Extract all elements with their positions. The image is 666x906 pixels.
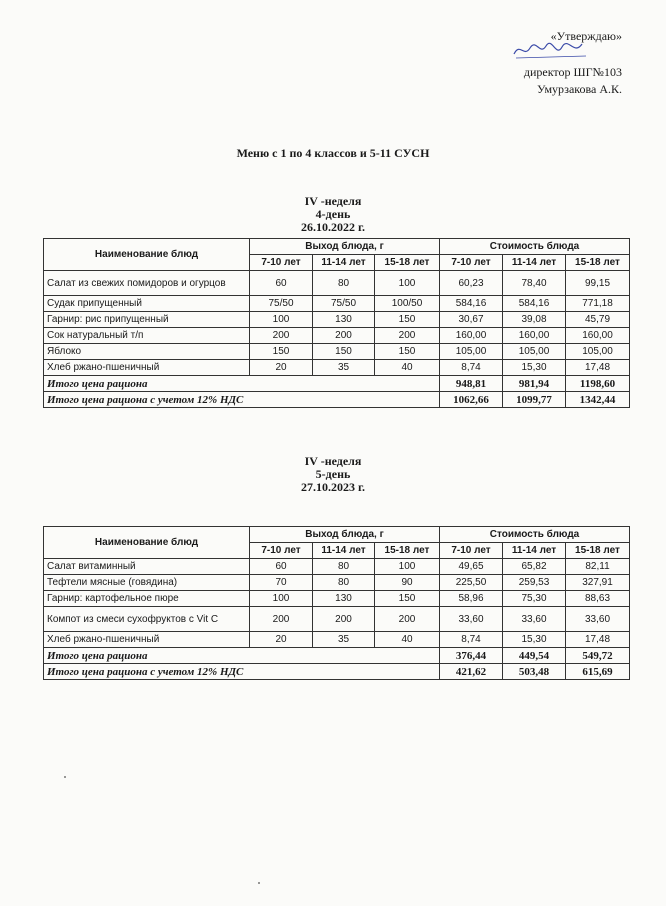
yield-cell: 200 xyxy=(313,607,375,632)
yield-cell: 150 xyxy=(375,312,440,328)
col-dish-header: Наименование блюд xyxy=(44,239,250,271)
cost-cell: 58,96 xyxy=(440,591,503,607)
menu-table xyxy=(43,526,630,680)
total-vat-label: Итого цена рациона с учетом 12% НДС xyxy=(44,664,440,680)
cost-cell: 45,79 xyxy=(566,312,630,328)
total-row xyxy=(44,376,630,392)
cost-cell: 8,74 xyxy=(440,632,503,648)
col-dish-header: Наименование блюд xyxy=(44,527,250,559)
total-vat-row xyxy=(44,392,630,408)
yield-cell: 200 xyxy=(375,607,440,632)
yield-cell: 150 xyxy=(313,344,375,360)
yield-cell: 20 xyxy=(250,632,313,648)
yield-cell: 200 xyxy=(250,607,313,632)
yield-cell: 35 xyxy=(313,632,375,648)
cost-cell: 105,00 xyxy=(566,344,630,360)
day-label: 5-день xyxy=(315,467,351,481)
director-position: директор ШГ№103 xyxy=(523,65,622,79)
dish-name: Гарнир: рис припущенный xyxy=(44,312,250,328)
yield-cell: 75/50 xyxy=(250,296,313,312)
total-vat-row xyxy=(44,664,630,680)
menu-table xyxy=(43,238,630,408)
col-age-header: 7-10 лет xyxy=(440,543,503,559)
approve-text: «Утверждаю» xyxy=(550,29,622,43)
cost-cell: 105,00 xyxy=(503,344,566,360)
cost-cell: 225,50 xyxy=(440,575,503,591)
total-label: Итого цена рациона xyxy=(44,648,440,664)
cost-cell: 327,91 xyxy=(566,575,630,591)
col-age-header: 15-18 лет xyxy=(566,255,630,271)
total-row xyxy=(44,648,630,664)
total-cost: 376,44 xyxy=(440,648,503,664)
cost-cell: 78,40 xyxy=(503,271,566,296)
col-age-header: 11-14 лет xyxy=(313,255,375,271)
col-age-header: 7-10 лет xyxy=(250,543,313,559)
total-cost: 449,54 xyxy=(503,648,566,664)
col-age-header: 15-18 лет xyxy=(375,255,440,271)
yield-cell: 60 xyxy=(250,559,313,575)
yield-cell: 130 xyxy=(313,591,375,607)
cost-cell: 105,00 xyxy=(440,344,503,360)
week-label: IV -неделя xyxy=(304,454,362,468)
day-label: 4-день xyxy=(315,207,351,221)
total-vat-cost: 1062,66 xyxy=(440,392,503,408)
yield-cell: 80 xyxy=(313,575,375,591)
col-age-header: 11-14 лет xyxy=(503,255,566,271)
dish-name: Яблоко xyxy=(44,344,250,360)
total-vat-label: Итого цена рациона с учетом 12% НДС xyxy=(44,392,440,408)
cost-cell: 17,48 xyxy=(566,360,630,376)
cost-cell: 160,00 xyxy=(440,328,503,344)
dish-name: Салат из свежих помидоров и огурцов xyxy=(44,271,250,296)
col-age-header: 15-18 лет xyxy=(375,543,440,559)
approval-block xyxy=(524,28,622,98)
table-row xyxy=(44,607,630,632)
yield-cell: 80 xyxy=(313,559,375,575)
total-vat-cost: 421,62 xyxy=(440,664,503,680)
col-age-header: 11-14 лет xyxy=(313,543,375,559)
yield-cell: 200 xyxy=(250,328,313,344)
scan-speck xyxy=(258,882,260,884)
yield-cell: 130 xyxy=(313,312,375,328)
cost-cell: 33,60 xyxy=(440,607,503,632)
table-row xyxy=(44,271,630,296)
director-name: Умурзакова А.К. xyxy=(537,82,622,96)
cost-cell: 15,30 xyxy=(503,360,566,376)
cost-cell: 49,65 xyxy=(440,559,503,575)
cost-cell: 160,00 xyxy=(566,328,630,344)
table-row xyxy=(44,344,630,360)
col-cost-header: Стоимость блюда xyxy=(440,239,630,255)
section-header xyxy=(0,195,666,234)
yield-cell: 40 xyxy=(375,360,440,376)
table-row xyxy=(44,591,630,607)
yield-cell: 100/50 xyxy=(375,296,440,312)
dish-name: Салат витаминный xyxy=(44,559,250,575)
section-header xyxy=(0,455,666,494)
cost-cell: 88,63 xyxy=(566,591,630,607)
dish-name: Тефтели мясные (говядина) xyxy=(44,575,250,591)
cost-cell: 17,48 xyxy=(566,632,630,648)
cost-cell: 15,30 xyxy=(503,632,566,648)
total-cost: 948,81 xyxy=(440,376,503,392)
cost-cell: 8,74 xyxy=(440,360,503,376)
col-age-header: 7-10 лет xyxy=(250,255,313,271)
dish-name: Компот из смеси сухофруктов с Vit C xyxy=(44,607,250,632)
total-vat-cost: 1099,77 xyxy=(503,392,566,408)
yield-cell: 100 xyxy=(250,312,313,328)
page-title: Меню с 1 по 4 классов и 5-11 СУСН xyxy=(236,146,430,160)
cost-cell: 39,08 xyxy=(503,312,566,328)
col-cost-header: Стоимость блюда xyxy=(440,527,630,543)
yield-cell: 40 xyxy=(375,632,440,648)
table-row xyxy=(44,296,630,312)
cost-cell: 99,15 xyxy=(566,271,630,296)
col-age-header: 7-10 лет xyxy=(440,255,503,271)
col-yield-header: Выход блюда, г xyxy=(250,239,440,255)
yield-cell: 150 xyxy=(375,344,440,360)
dish-name: Гарнир: картофельное пюре xyxy=(44,591,250,607)
total-cost: 549,72 xyxy=(566,648,630,664)
dish-name: Хлеб ржано-пшеничный xyxy=(44,360,250,376)
total-cost: 981,94 xyxy=(503,376,566,392)
date-label: 27.10.2023 г. xyxy=(300,480,366,494)
yield-cell: 60 xyxy=(250,271,313,296)
table-row xyxy=(44,575,630,591)
cost-cell: 33,60 xyxy=(503,607,566,632)
yield-cell: 75/50 xyxy=(313,296,375,312)
cost-cell: 65,82 xyxy=(503,559,566,575)
col-age-header: 15-18 лет xyxy=(566,543,630,559)
total-vat-cost: 615,69 xyxy=(566,664,630,680)
yield-cell: 90 xyxy=(375,575,440,591)
dish-name: Судак припущенный xyxy=(44,296,250,312)
table-row xyxy=(44,312,630,328)
cost-cell: 75,30 xyxy=(503,591,566,607)
table-row xyxy=(44,360,630,376)
total-vat-cost: 503,48 xyxy=(503,664,566,680)
date-label: 26.10.2022 г. xyxy=(300,220,366,234)
table-row xyxy=(44,559,630,575)
cost-cell: 771,18 xyxy=(566,296,630,312)
yield-cell: 80 xyxy=(313,271,375,296)
yield-cell: 150 xyxy=(250,344,313,360)
cost-cell: 82,11 xyxy=(566,559,630,575)
yield-cell: 150 xyxy=(375,591,440,607)
cost-cell: 584,16 xyxy=(503,296,566,312)
cost-cell: 259,53 xyxy=(503,575,566,591)
yield-cell: 200 xyxy=(313,328,375,344)
total-cost: 1198,60 xyxy=(566,376,630,392)
col-yield-header: Выход блюда, г xyxy=(250,527,440,543)
cost-cell: 60,23 xyxy=(440,271,503,296)
scan-speck xyxy=(64,776,66,778)
cost-cell: 584,16 xyxy=(440,296,503,312)
yield-cell: 200 xyxy=(375,328,440,344)
total-label: Итого цена рациона xyxy=(44,376,440,392)
total-vat-cost: 1342,44 xyxy=(566,392,630,408)
week-label: IV -неделя xyxy=(304,194,362,208)
table-row xyxy=(44,632,630,648)
dish-name: Сок натуральный т/п xyxy=(44,328,250,344)
cost-cell: 160,00 xyxy=(503,328,566,344)
signature-icon xyxy=(512,38,590,62)
yield-cell: 100 xyxy=(250,591,313,607)
yield-cell: 70 xyxy=(250,575,313,591)
yield-cell: 100 xyxy=(375,559,440,575)
yield-cell: 100 xyxy=(375,271,440,296)
cost-cell: 33,60 xyxy=(566,607,630,632)
table-row xyxy=(44,328,630,344)
yield-cell: 20 xyxy=(250,360,313,376)
cost-cell: 30,67 xyxy=(440,312,503,328)
dish-name: Хлеб ржано-пшеничный xyxy=(44,632,250,648)
col-age-header: 11-14 лет xyxy=(503,543,566,559)
yield-cell: 35 xyxy=(313,360,375,376)
